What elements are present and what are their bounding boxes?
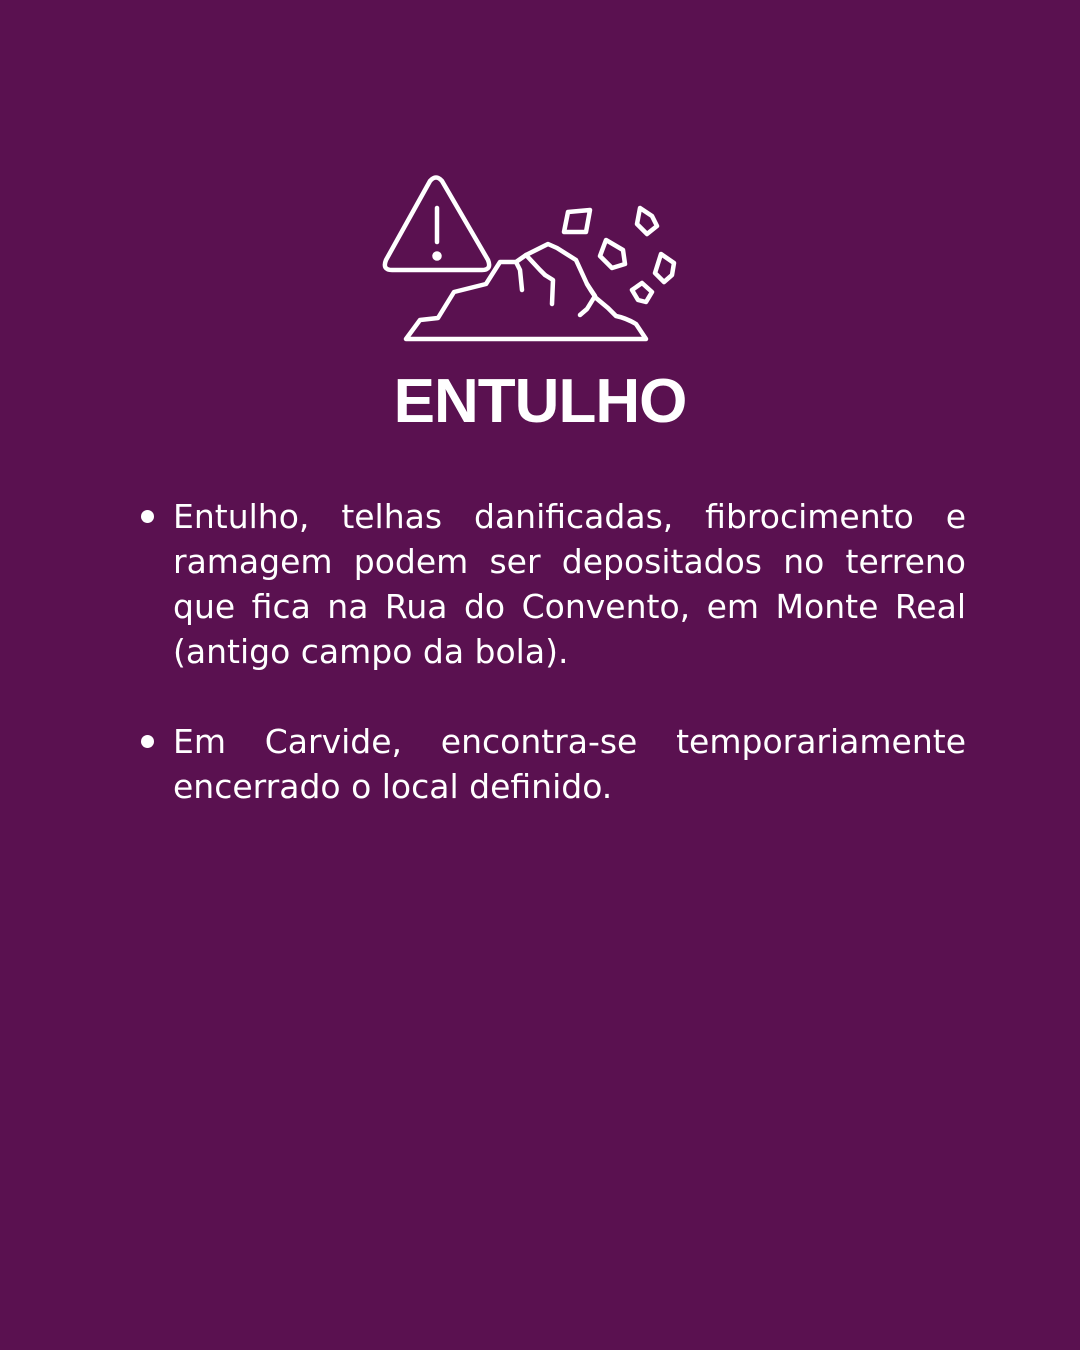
list-item-text: Em Carvide, encontra-se temporariamente encerrado o local definido. bbox=[173, 722, 966, 806]
fragment-icon bbox=[600, 240, 625, 268]
list-item bbox=[173, 719, 966, 809]
fragment-icon bbox=[564, 210, 590, 232]
bullet-dot-icon bbox=[141, 735, 154, 748]
fragment-icon bbox=[655, 254, 674, 282]
fragment-icon bbox=[637, 208, 657, 234]
rubble-warning-icon bbox=[380, 172, 700, 348]
bullet-list bbox=[173, 494, 966, 854]
bullet-dot-icon bbox=[141, 510, 154, 523]
list-item bbox=[173, 494, 966, 674]
list-item-text: Entulho, telhas danificadas, fibrocimento e ramagem podem ser depositados no terreno que fica na Rua do Convento, em Monte Real (antigo campo da bola). bbox=[173, 497, 966, 671]
fragment-icon bbox=[632, 283, 652, 302]
page-title: ENTULHO bbox=[393, 367, 687, 436]
